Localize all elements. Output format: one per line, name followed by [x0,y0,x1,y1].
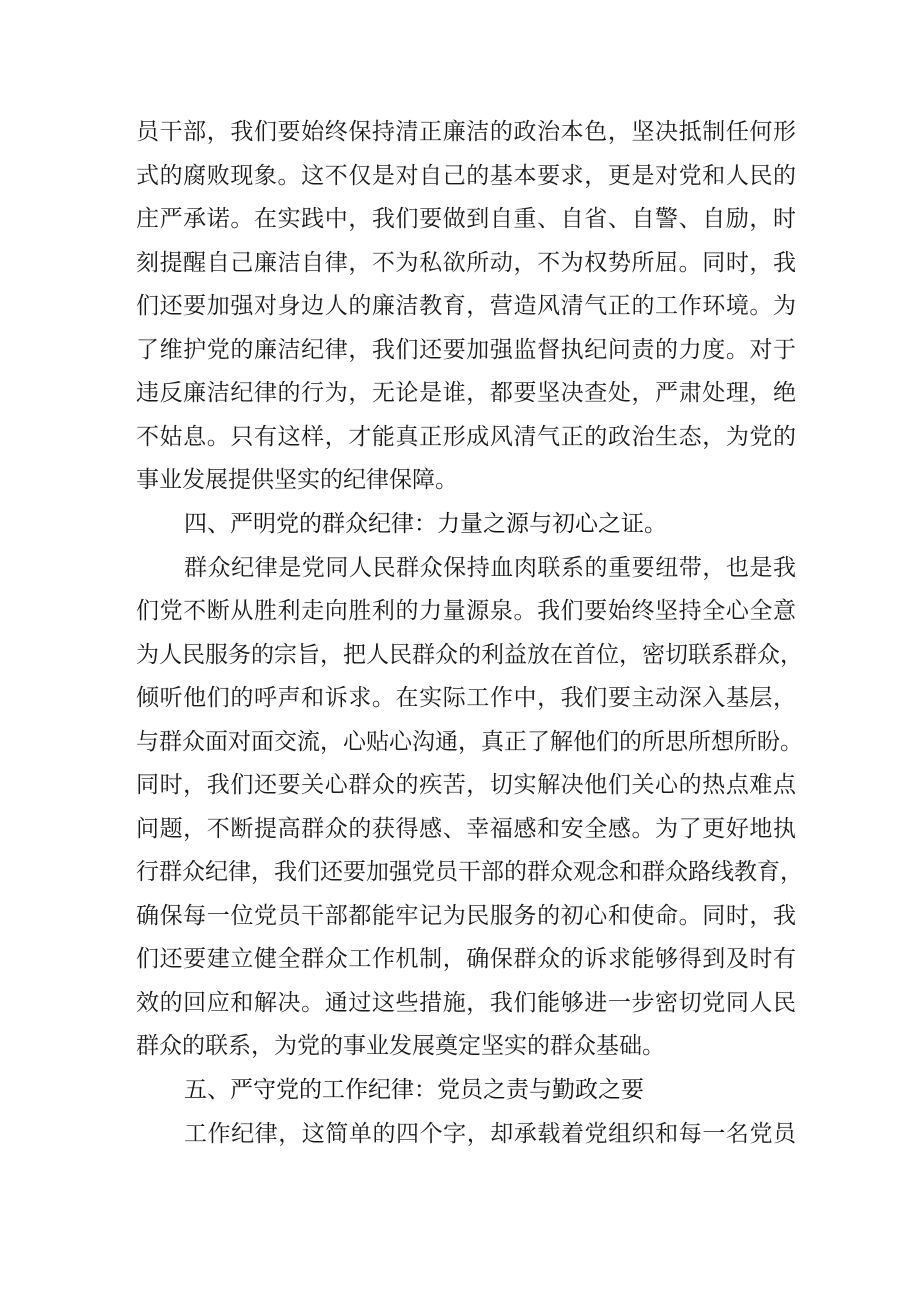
paragraph-line: 效的回应和解决。通过这些措施，我们能够进一步密切党同人民 [136,990,796,1016]
paragraph-line: 违反廉洁纪律的行为，无论是谁，都要坚决查处，严肃处理，绝 [136,380,796,406]
paragraph-line: 刻提醒自己廉洁自律，不为私欲所动，不为权势所屈。同时，我 [136,250,796,276]
paragraph-line: 们党不断从胜利走向胜利的力量源泉。我们要始终坚持全心全意 [136,598,796,624]
paragraph-line: 为人民服务的宗旨，把人民群众的利益放在首位，密切联系群众， [136,642,803,668]
paragraph-line: 不姑息。只有这样，才能真正形成风清气正的政治生态，为党的 [136,424,796,450]
paragraph-line: 员干部，我们要始终保持清正廉洁的政治本色，坚决抵制任何形 [136,119,796,145]
paragraph-line: 庄严承诺。在实践中，我们要做到自重、自省、自警、自励，时 [136,206,796,232]
paragraph-line: 确保每一位党员干部都能牢记为民服务的初心和使命。同时，我 [136,903,796,929]
paragraph-line: 群众纪律是党同人民群众保持血肉联系的重要纽带，也是我 [184,555,796,581]
paragraph-line: 了维护党的廉洁纪律，我们还要加强监督执纪问责的力度。对于 [136,337,796,363]
paragraph-line: 同时，我们还要关心群众的疾苦，切实解决他们关心的热点难点 [136,772,796,798]
paragraph-line: 们还要建立健全群众工作机制，确保群众的诉求能够得到及时有 [136,946,796,972]
paragraph-line: 群众的联系，为党的事业发展奠定坚实的群众基础。 [136,1033,665,1059]
paragraph-line: 倾听他们的呼声和诉求。在实际工作中，我们要主动深入基层， [136,685,796,711]
paragraph-line: 们还要加强对身边人的廉洁教育，营造风清气正的工作环境。为 [136,293,796,319]
section-heading-5: 五、严守党的工作纪律：党员之责与勤政之要 [184,1077,644,1103]
paragraph-line: 行群众纪律，我们还要加强党员干部的群众观念和群众路线教育， [136,859,803,885]
paragraph-line: 事业发展提供坚实的纪律保障。 [136,467,458,493]
paragraph-line: 式的腐败现象。这不仅是对自己的基本要求，更是对党和人民的 [136,163,796,189]
section-heading-4: 四、严明党的群众纪律：力量之源与初心之证。 [184,511,667,537]
paragraph-line: 工作纪律，这简单的四个字，却承载着党组织和每一名党员 [184,1121,796,1147]
paragraph-line: 问题，不断提高群众的获得感、幸福感和安全感。为了更好地执 [136,816,796,842]
paragraph-line: 与群众面对面交流，心贴心沟通，真正了解他们的所思所想所盼。 [136,729,803,755]
